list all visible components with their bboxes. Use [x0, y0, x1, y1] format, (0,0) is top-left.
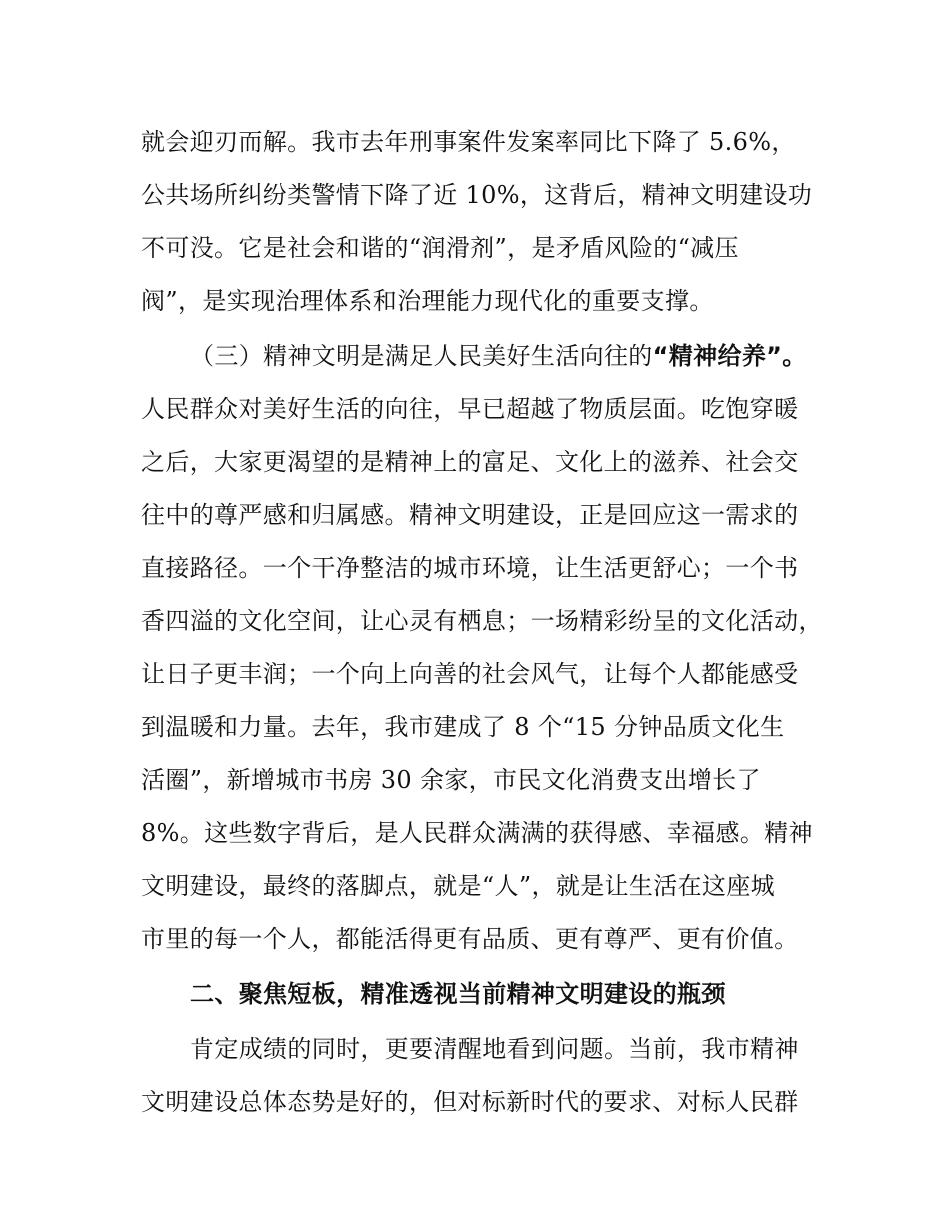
subheading-emphasis: “精神给养”。: [652, 342, 807, 370]
paragraph-line: 往中的尊严感和归属感。精神文明建设，正是回应这一需求的: [141, 501, 799, 529]
section-subheading-line: [190, 340, 807, 372]
section-heading: 二、聚焦短板，精准透视当前精神文明建设的瓶颈: [190, 980, 726, 1008]
paragraph-line: 阀”，是实现治理体系和治理能力现代化的重要支撑。: [141, 287, 714, 315]
paragraph-line: 人民群众对美好生活的向往，早已超越了物质层面。吃饱穿暖: [141, 395, 799, 423]
paragraph-line: 就会迎刃而解。我市去年刑事案件发案率同比下降了 5.6%，: [141, 128, 796, 156]
paragraph-line: 文明建设，最终的落脚点，就是“人”，就是让生活在这座城: [141, 872, 775, 900]
paragraph-line: 肯定成绩的同时，更要清醒地看到问题。当前，我市精神: [190, 1035, 799, 1063]
subheading-lead: （三）精神文明是满足人民美好生活向往的: [190, 342, 653, 370]
paragraph-line: 不可没。它是社会和谐的“润滑剂”，是矛盾风险的“减压: [141, 234, 739, 262]
paragraph-line: 公共场所纠纷类警情下降了近 10%，这背后，精神文明建设功: [141, 181, 813, 209]
paragraph-line: 让日子更丰润；一个向上向善的社会风气，让每个人都能感受: [141, 660, 799, 688]
paragraph-line: 文明建设总体态势是好的，但对标新时代的要求、对标人民群: [141, 1088, 799, 1116]
paragraph-line: 活圈”，新增城市书房 30 余家，市民文化消费支出增长了: [141, 766, 761, 794]
paragraph-line: 市里的每一个人，都能活得更有品质、更有尊严、更有价值。: [141, 925, 799, 953]
paragraph-line: 香四溢的文化空间，让心灵有栖息；一场精彩纷呈的文化活动，: [141, 607, 823, 635]
paragraph-line: 到温暖和力量。去年，我市建成了 8 个“15 分钟品质文化生: [141, 713, 785, 741]
paragraph-line: 直接路径。一个干净整洁的城市环境，让生活更舒心；一个书: [141, 554, 799, 582]
paragraph-line: 之后，大家更渴望的是精神上的富足、文化上的滋养、社会交: [141, 448, 799, 476]
paragraph-line: 8%。这些数字背后，是人民群众满满的获得感、幸福感。精神: [141, 819, 813, 847]
